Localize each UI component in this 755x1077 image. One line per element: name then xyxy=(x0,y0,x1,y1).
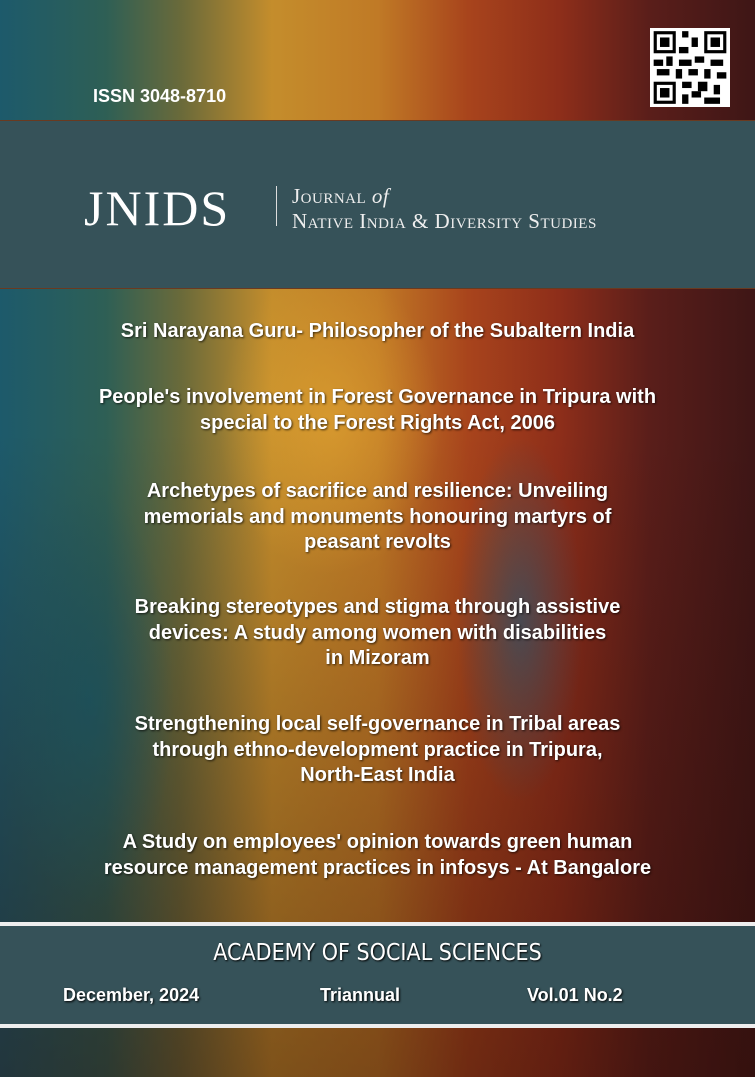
issue-date: December, 2024 xyxy=(63,985,200,1005)
issn-label: ISSN 3048-8710 xyxy=(93,86,227,106)
footer-rule-bottom xyxy=(0,1024,755,1028)
publisher-name: ACADEMY OF SOCIAL SCIENCES xyxy=(213,940,542,966)
qr-code-icon xyxy=(650,28,730,107)
article-title-4: Breaking stereotypes and stigma through assistive devices: A study among women with disabilities in Mizoram xyxy=(134,596,621,669)
journal-word: Journal xyxy=(292,184,367,208)
article-title-3: Archetypes of sacrifice and resilience: Unveiling memorials and monuments honouring martyrs of peasant revolts xyxy=(143,480,612,553)
issue-volume: Vol.01 No.2 xyxy=(527,985,623,1005)
article-title-6: A Study on employees' opinion towards green human resource management practices in infosys - At Bangalore xyxy=(103,831,652,879)
journal-subtitle: Native India & Diversity Studies xyxy=(292,209,597,233)
journal-abbreviation: JNIDS xyxy=(84,180,231,236)
masthead-divider xyxy=(276,186,277,226)
article-title-1: Sri Narayana Guru- Philosopher of the Subaltern India xyxy=(120,320,635,342)
journal-of: of xyxy=(371,184,390,208)
journal-full-title xyxy=(292,184,597,234)
article-title-2: People's involvement in Forest Governance in Tripura with special to the Forest Rights Act, 2006 xyxy=(98,386,657,434)
article-title-5: Strengthening local self-governance in Tribal areas through ethno-development practice in Tripura, North-East India xyxy=(134,713,621,786)
issue-frequency: Triannual xyxy=(320,985,401,1005)
